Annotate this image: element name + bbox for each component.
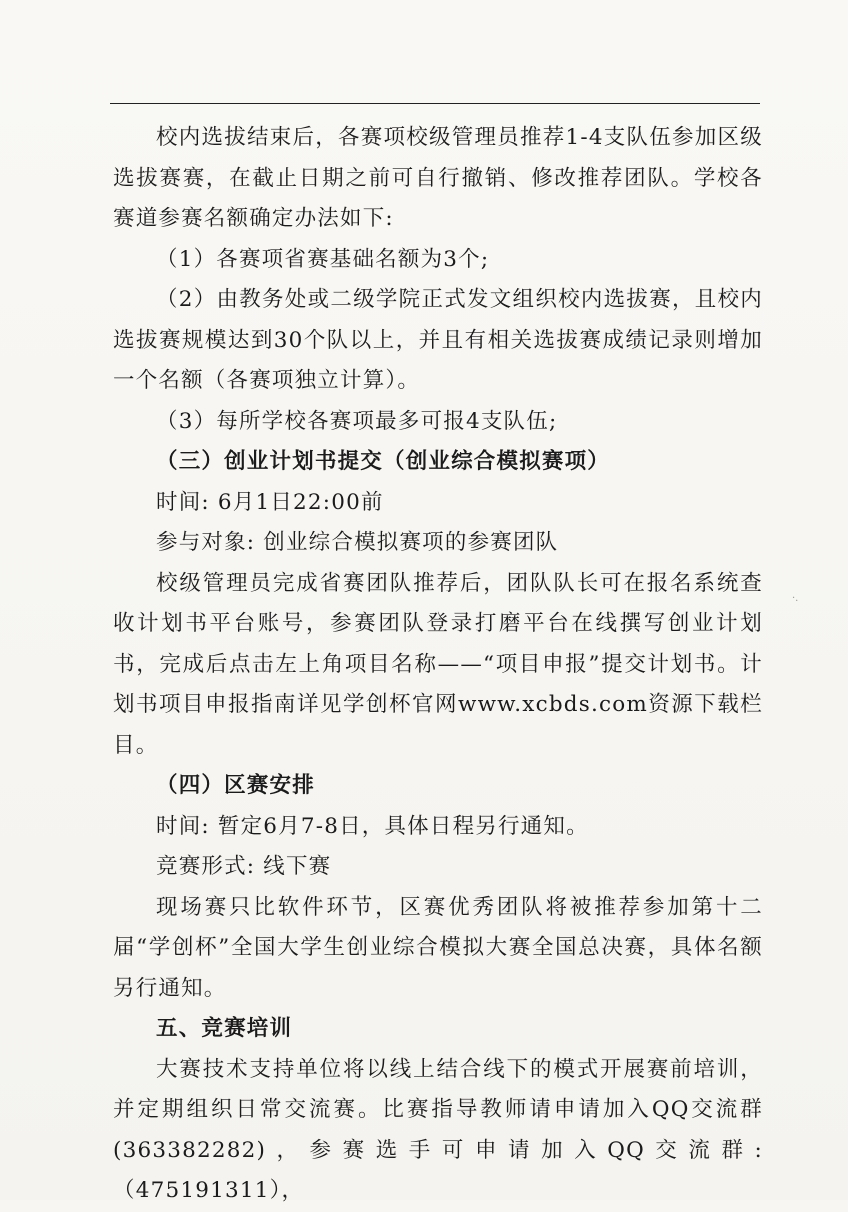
paragraph-regional-format: 竞赛形式: 线下赛 (156, 854, 332, 879)
header-rule (110, 103, 760, 104)
section-heading-training: 五、竞赛培训 (156, 1016, 293, 1041)
paragraph-selection-intro: 校内选拔结束后，各赛项校级管理员推荐1-4支队伍参加区级选拔赛赛，在截止日期之前可自行撤销、修改推荐团队。学校各赛道参赛名额确定办法如下: (113, 125, 763, 231)
paragraph-plan-time: 时间: 6月1日22:00前 (156, 489, 384, 515)
scan-mark: ·. (792, 593, 799, 604)
paragraph-quota-2: （2）由教务处或二级学院正式发文组织校内选拔赛，且校内选拔赛规模达到30个队以上，并且有相关选拔赛成绩记录则增加一个名额（各赛项独立计算）。 (113, 287, 763, 393)
paragraph-regional-time: 时间: 暂定6月7-8日，具体日程另行通知。 (156, 813, 589, 839)
paragraph-training-details: 大赛技术支持单位将以线上结合线下的模式开展赛前培训，并定期组织日常交流赛。比赛指导教师请申请加入QQ交流群(363382282)，参赛选手可申请加入QQ交流群: （475191311）， (113, 1056, 763, 1203)
paragraph-quota-1: （1）各赛项省赛基础名额为3个; (156, 246, 490, 272)
paragraph-quota-3: （3）每所学校各赛项最多可报4支队伍; (156, 408, 558, 434)
paragraph-plan-instructions: 校级管理员完成省赛团队推荐后，团队队长可在报名系统查收计划书平台账号，参赛团队登录打磨平台在线撰写创业计划书，完成后点击左上角项目名称——“项目申报”提交计划书。计划书项目申报指南详见学创杯官网www.xcbds.com资源下载栏目。 (113, 570, 763, 758)
section-heading-regional: （四）区赛安排 (156, 773, 315, 798)
section-heading-business-plan: （三）创业计划书提交（创业综合模拟赛项） (156, 449, 611, 474)
document-body (113, 118, 763, 1212)
paragraph-plan-participants: 参与对象: 创业综合模拟赛项的参赛团队 (156, 530, 559, 555)
paragraph-regional-details: 现场赛只比软件环节，区赛优秀团队将被推荐参加第十二届“学创杯”全国大学生创业综合模拟大赛全国总决赛，具体名额另行通知。 (113, 894, 763, 1001)
